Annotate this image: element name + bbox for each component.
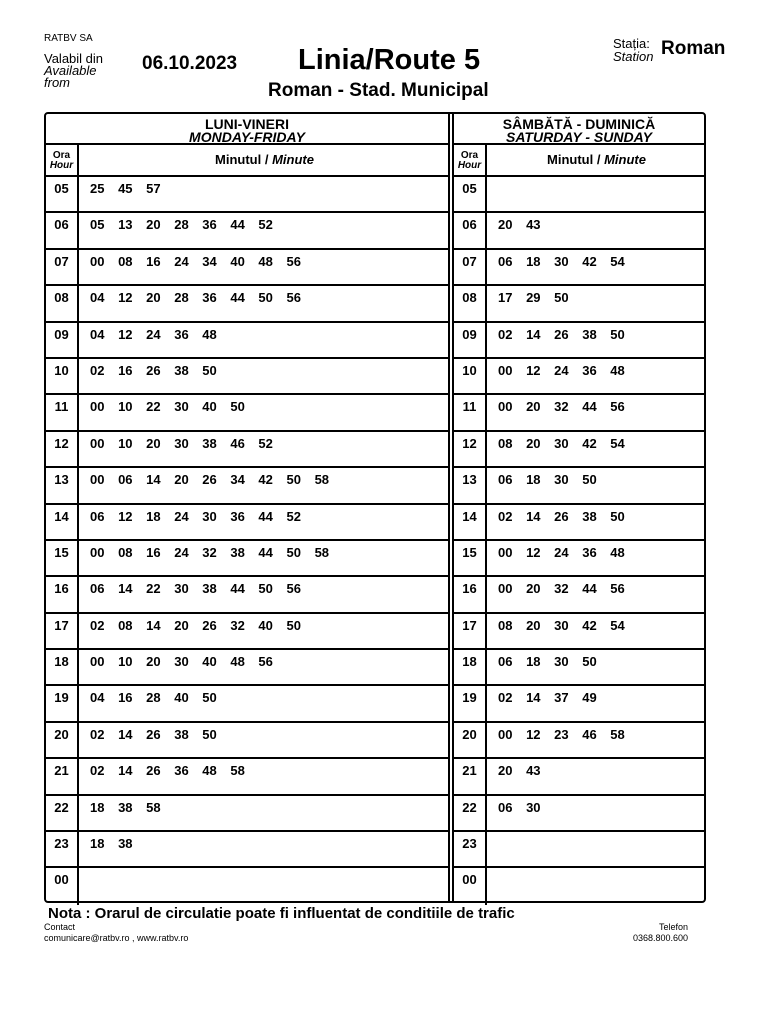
minutes-cell: 02 14 37 49 <box>498 690 597 706</box>
station-label <box>613 37 653 63</box>
weekend-title: SÂMBĂTĂ - DUMINICĂ <box>502 116 656 132</box>
minutes-cell: 18 38 <box>90 836 133 852</box>
minutes-cell: 20 43 <box>498 763 541 779</box>
table-row <box>454 177 704 213</box>
hour-label: Ora <box>52 150 71 161</box>
minutes-cell: 04 12 24 36 48 <box>90 326 217 342</box>
minute-label: Minutul / <box>547 152 605 167</box>
minutes-cell: 18 38 58 <box>90 799 161 815</box>
hour-cell: 22 <box>454 796 487 830</box>
route-title: Linia/Route 5 <box>298 44 481 76</box>
minute-label-en: Minute <box>272 152 314 167</box>
minutes-cell: 20 43 <box>498 217 541 233</box>
contact-info <box>44 922 188 944</box>
minutes-cell: 02 14 26 36 48 58 <box>90 763 245 779</box>
hour-cell: 11 <box>46 395 79 429</box>
minutes-cell: 08 20 30 42 54 <box>498 617 625 633</box>
minute-column-label <box>489 145 704 175</box>
minutes-cell: 04 16 28 40 50 <box>90 690 217 706</box>
minutes-cell: 05 13 20 28 36 44 52 <box>90 217 273 233</box>
minutes-cell: 02 16 26 38 50 <box>90 362 217 378</box>
minutes-cell: 00 20 32 44 56 <box>498 581 625 597</box>
hour-cell: 17 <box>46 614 79 648</box>
company-name: RATBV SA <box>44 33 93 44</box>
hour-cell: 23 <box>46 832 79 866</box>
hour-cell: 17 <box>454 614 487 648</box>
minutes-cell: 02 14 26 38 50 <box>90 726 217 742</box>
phone-info <box>626 922 688 944</box>
hour-cell: 06 <box>46 213 79 247</box>
minutes-cell: 00 08 16 24 34 40 48 56 <box>90 253 301 269</box>
minutes-cell: 06 18 30 50 <box>498 654 597 670</box>
station-label-ro: Stația: <box>613 36 650 51</box>
table-row <box>46 868 448 904</box>
table-row <box>46 213 448 249</box>
minutes-cell: 06 18 30 42 54 <box>498 253 625 269</box>
table-row <box>46 323 448 359</box>
table-row <box>46 686 448 722</box>
hour-cell: 08 <box>454 286 487 320</box>
hour-cell: 22 <box>46 796 79 830</box>
hour-cell: 08 <box>46 286 79 320</box>
weekend-rows <box>454 177 704 905</box>
valid-date: 06.10.2023 <box>142 53 238 74</box>
hour-cell: 18 <box>454 650 487 684</box>
table-row <box>46 250 448 286</box>
hour-cell: 00 <box>46 868 79 904</box>
weekend-table <box>454 114 704 901</box>
hour-cell: 19 <box>46 686 79 720</box>
table-row <box>46 796 448 832</box>
table-row <box>454 505 704 541</box>
minutes-cell: 06 14 22 30 38 44 50 56 <box>90 581 301 597</box>
table-row <box>46 614 448 650</box>
hour-cell: 18 <box>46 650 79 684</box>
table-row <box>46 359 448 395</box>
timetable <box>44 112 706 903</box>
valid-label-en-1: Available <box>44 63 97 78</box>
minute-label-en: Minute <box>604 152 646 167</box>
table-row <box>454 723 704 759</box>
table-row <box>46 468 448 504</box>
route-endpoints: Roman - Stad. Municipal <box>268 80 489 101</box>
table-row <box>46 395 448 431</box>
minutes-cell: 06 12 18 24 30 36 44 52 <box>90 508 301 524</box>
hour-cell: 19 <box>454 686 487 720</box>
hour-cell: 16 <box>454 577 487 611</box>
valid-label-ro: Valabil din <box>44 51 104 66</box>
table-row <box>454 868 704 904</box>
hour-column-label <box>46 145 79 175</box>
minutes-cell: 02 14 26 38 50 <box>498 326 625 342</box>
hour-cell: 15 <box>454 541 487 575</box>
table-row <box>454 432 704 468</box>
hour-cell: 11 <box>454 395 487 429</box>
valid-from-label <box>44 53 103 89</box>
table-row <box>454 468 704 504</box>
contact-label: Contact <box>44 922 76 932</box>
table-row <box>454 541 704 577</box>
valid-label-en-2: from <box>44 75 70 90</box>
table-row <box>454 832 704 868</box>
table-row <box>46 832 448 868</box>
hour-cell: 06 <box>454 213 487 247</box>
minutes-cell: 00 10 20 30 40 48 56 <box>90 654 273 670</box>
hour-cell: 14 <box>454 505 487 539</box>
minutes-cell: 25 45 57 <box>90 181 161 196</box>
hour-cell: 12 <box>46 432 79 466</box>
weekday-heading <box>46 114 448 145</box>
table-row <box>454 213 704 249</box>
table-row <box>454 759 704 795</box>
table-row <box>454 250 704 286</box>
hour-cell: 05 <box>46 177 79 211</box>
hour-cell: 07 <box>454 250 487 284</box>
hour-cell: 00 <box>454 868 487 904</box>
table-row <box>454 686 704 722</box>
table-row <box>454 323 704 359</box>
table-row <box>46 286 448 322</box>
minute-label: Minutul / <box>215 152 273 167</box>
hour-cell: 20 <box>46 723 79 757</box>
hour-cell: 13 <box>46 468 79 502</box>
table-row <box>46 432 448 468</box>
hour-cell: 09 <box>454 323 487 357</box>
weekend-column-header <box>454 145 704 177</box>
table-row <box>454 395 704 431</box>
table-row <box>46 541 448 577</box>
weekday-column-header <box>46 145 448 177</box>
minutes-cell: 00 10 22 30 40 50 <box>90 399 245 415</box>
hour-cell: 21 <box>454 759 487 793</box>
hour-cell: 05 <box>454 177 487 211</box>
hour-cell: 10 <box>46 359 79 393</box>
table-row <box>46 177 448 213</box>
minutes-cell: 00 06 14 20 26 34 42 50 58 <box>90 472 330 488</box>
hour-cell: 23 <box>454 832 487 866</box>
weekend-heading <box>454 114 704 145</box>
hour-cell: 13 <box>454 468 487 502</box>
hour-cell: 09 <box>46 323 79 357</box>
minutes-cell: 00 20 32 44 56 <box>498 399 625 415</box>
phone-value: 0368.800.600 <box>632 933 688 943</box>
minutes-cell: 06 18 30 50 <box>498 472 597 488</box>
table-row <box>46 723 448 759</box>
minutes-cell: 08 20 30 42 54 <box>498 435 625 451</box>
table-row <box>454 359 704 395</box>
hour-label-en: Hour <box>49 160 74 171</box>
minutes-cell: 00 12 24 36 48 <box>498 544 625 560</box>
hour-cell: 10 <box>454 359 487 393</box>
phone-label: Telefon <box>658 922 688 932</box>
contact-value: comunicare@ratbv.ro , www.ratbv.ro <box>44 933 189 943</box>
table-row <box>454 577 704 613</box>
minute-column-label <box>81 145 448 175</box>
hour-cell: 21 <box>46 759 79 793</box>
minutes-cell: 00 12 24 36 48 <box>498 362 625 378</box>
station-name: Roman <box>661 38 726 59</box>
minutes-cell: 17 29 50 <box>498 290 569 306</box>
weekday-table <box>46 114 448 901</box>
table-row <box>46 650 448 686</box>
table-row <box>46 505 448 541</box>
minutes-cell: 02 08 14 20 26 32 40 50 <box>90 617 301 633</box>
hour-cell: 07 <box>46 250 79 284</box>
hour-column-label <box>454 145 487 175</box>
table-row <box>46 759 448 795</box>
hour-label-en: Hour <box>457 160 482 171</box>
traffic-note: Nota : Orarul de circulatie poate fi influentat de conditiile de trafic <box>48 905 515 922</box>
table-row <box>46 577 448 613</box>
minutes-cell: 06 30 <box>498 799 541 815</box>
weekday-rows <box>46 177 448 905</box>
hour-label: Ora <box>460 150 479 161</box>
minutes-cell: 00 10 20 30 38 46 52 <box>90 435 273 451</box>
table-row <box>454 650 704 686</box>
hour-cell: 12 <box>454 432 487 466</box>
minutes-cell: 04 12 20 28 36 44 50 56 <box>90 290 301 306</box>
minutes-cell: 00 12 23 46 58 <box>498 726 625 742</box>
weekend-title-en: SATURDAY - SUNDAY <box>506 129 652 145</box>
hour-cell: 15 <box>46 541 79 575</box>
hour-cell: 16 <box>46 577 79 611</box>
hour-cell: 14 <box>46 505 79 539</box>
table-row <box>454 614 704 650</box>
table-row <box>454 796 704 832</box>
weekday-title: LUNI-VINERI <box>205 116 289 132</box>
station-label-en: Station <box>613 49 654 64</box>
weekday-title-en: MONDAY-FRIDAY <box>189 129 305 145</box>
table-row <box>454 286 704 322</box>
hour-cell: 20 <box>454 723 487 757</box>
minutes-cell: 02 14 26 38 50 <box>498 508 625 524</box>
minutes-cell: 00 08 16 24 32 38 44 50 58 <box>90 544 330 560</box>
